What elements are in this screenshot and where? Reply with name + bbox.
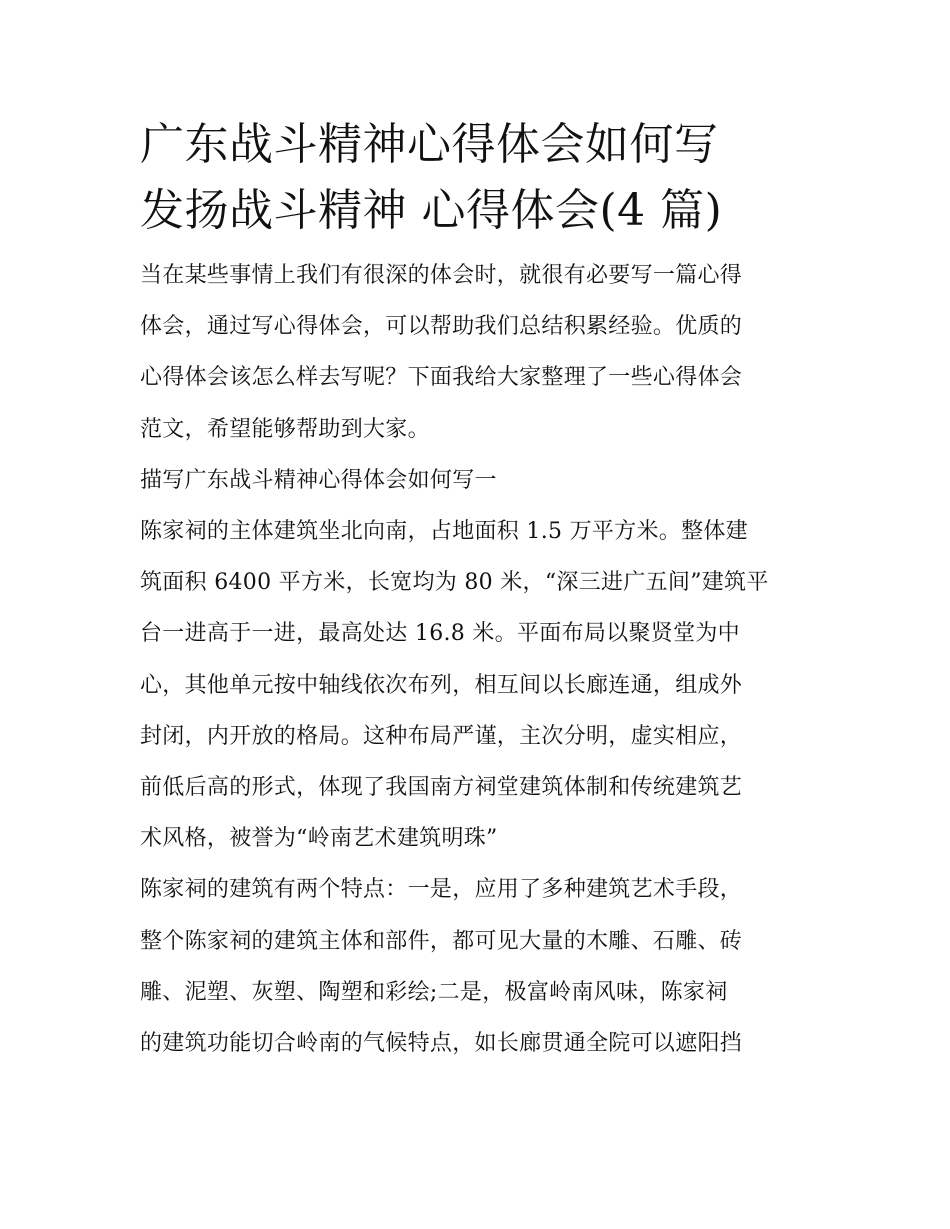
title-line: 广东战斗精神心得体会如何写: [140, 119, 719, 170]
text-line: 体会，通过写心得体会，可以帮助我们总结积累经验。优质的: [140, 314, 743, 340]
section-heading: 描写广东战斗精神心得体会如何写一: [140, 467, 497, 493]
text-line: 台一进高于一进，最高处达 16.8 米。平面布局以聚贤堂为中: [140, 621, 740, 647]
text-line: 陈家祠的建筑有两个特点：一是，应用了多种建筑艺术手段，: [140, 877, 743, 903]
text-line: 整个陈家祠的建筑主体和部件，都可见大量的木雕、石雕、砖: [140, 928, 743, 954]
body-paragraph-1: [140, 506, 820, 864]
text-line: 的建筑功能切合岭南的气候特点，如长廊贯通全院可以遮阳挡: [140, 1031, 743, 1057]
document-title: [140, 112, 820, 244]
body-paragraph-2: [140, 864, 820, 1069]
intro-paragraph: [140, 250, 820, 455]
text-line: 心，其他单元按中轴线依次布列，相互间以长廊连通，组成外: [140, 672, 743, 698]
text-line: 范文，希望能够帮助到大家。: [140, 416, 430, 442]
text-line: 心得体会该怎么样去写呢？下面我给大家整理了一些心得体会: [140, 365, 743, 391]
text-line: 雕、泥塑、灰塑、陶塑和彩绘;二是，极富岭南风味，陈家祠: [140, 979, 728, 1005]
text-line: 陈家祠的主体建筑坐北向南，占地面积 1.5 万平方米。整体建: [140, 519, 748, 545]
text-line: 当在某些事情上我们有很深的体会时，就很有必要写一篇心得: [140, 263, 743, 288]
text-line: 筑面积 6400 平方米，长宽均为 80 米，“深三进广五间”建筑平: [140, 570, 769, 596]
text-line: 封闭，内开放的格局。这种布局严谨，主次分明，虚实相应，: [140, 723, 743, 749]
text-line: 前低后高的形式，体现了我国南方祠堂建筑体制和传统建筑艺: [140, 775, 743, 801]
title-line: 发扬战斗精神 心得体会(4 篇): [140, 185, 723, 236]
document-content: [140, 112, 820, 1069]
text-line: 术风格，被誉为“岭南艺术建筑明珠”: [140, 826, 498, 852]
